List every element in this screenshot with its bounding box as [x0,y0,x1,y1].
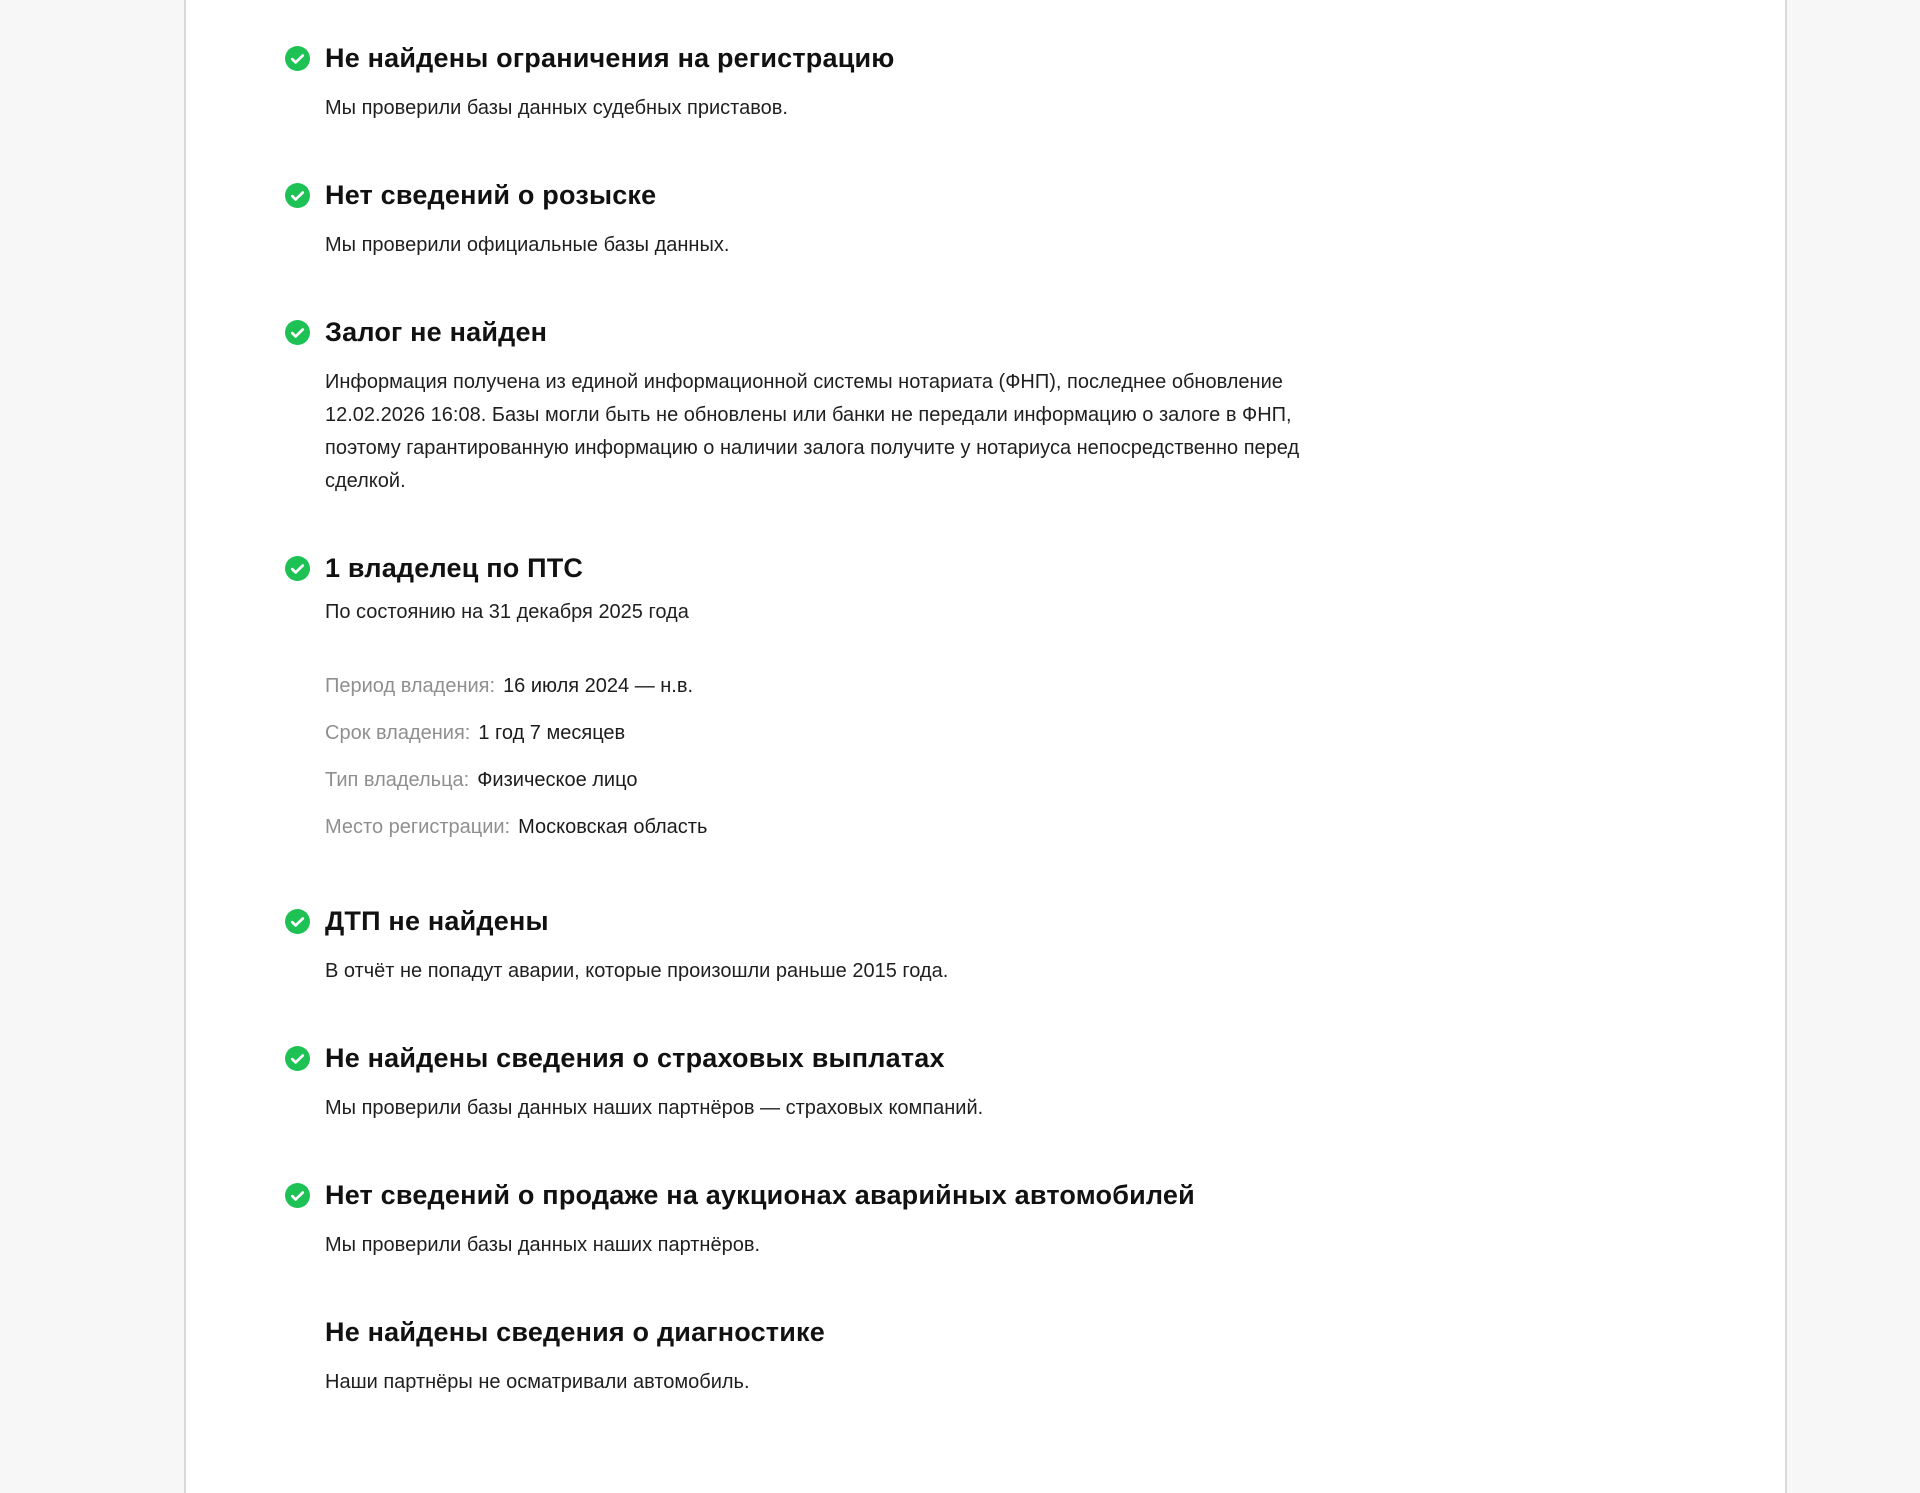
report-card [184,0,1787,1493]
check-circle-icon [285,46,310,71]
check-circle-icon [285,909,310,934]
section-subtitle: По состоянию на 31 декабря 2025 года [325,601,689,623]
section-owners [325,552,1505,851]
detail-value: Физическое лицо [477,769,638,791]
section-pledge [325,316,1505,498]
detail-row-ownership-period [325,663,1505,710]
detail-value: 16 июля 2024 — н.в. [503,675,694,697]
section-title: Не найдены сведения о диагностике [325,1317,825,1347]
section-title: 1 владелец по ПТС [325,553,584,583]
section-description: Мы проверили базы данных наших партнёров. [325,1234,761,1256]
check-circle-icon [285,1046,310,1071]
section-description: В отчёт не попадут аварии, которые произошли раньше 2015 года. [325,960,949,982]
section-accidents [325,905,1505,988]
section-insurance-payouts [325,1042,1505,1125]
section-title: Не найдены ограничения на регистрацию [325,43,895,73]
section-title: Нет сведений о продаже на аукционах аварийных автомобилей [325,1180,1195,1210]
section-description: Наши партнёры не осматривали автомобиль. [325,1371,750,1393]
check-circle-icon [285,556,310,581]
section-title: Не найдены сведения о страховых выплатах [325,1043,945,1073]
check-circle-icon [285,320,310,345]
section-title: Нет сведений о розыске [325,180,657,210]
section-description: Информация получена из единой информационной системы нотариата (ФНП), последнее обновление 12.02.2026 16:08. Базы могли быть не обновлены или банки не передали информацию о залоге в ФНП, поэтому гарантированную информацию о наличии залога получите у нотариуса непосредственно перед сделкой. [325,371,1300,492]
section-diagnostics [325,1316,1505,1399]
check-circle-icon [285,183,310,208]
detail-value: Московская область [518,816,708,838]
detail-label: Срок владения: [325,722,471,744]
section-description: Мы проверили базы данных судебных приставов. [325,97,788,119]
section-registration-restrictions [325,42,1505,125]
detail-row-registration-place [325,804,1505,851]
section-description: Мы проверили базы данных наших партнёров — страховых компаний. [325,1097,984,1119]
section-description: Мы проверили официальные базы данных. [325,234,730,256]
owner-details-list [325,663,1505,851]
detail-label: Тип владельца: [325,769,470,791]
detail-label: Место регистрации: [325,816,511,838]
section-title: Залог не найден [325,317,548,347]
detail-value: 1 год 7 месяцев [478,722,626,744]
detail-row-owner-type [325,757,1505,804]
detail-row-ownership-duration [325,710,1505,757]
detail-label: Период владения: [325,675,496,697]
section-wanted-status [325,179,1505,262]
section-salvage-auctions [325,1179,1505,1262]
check-circle-icon [285,1183,310,1208]
section-title: ДТП не найдены [325,906,549,936]
